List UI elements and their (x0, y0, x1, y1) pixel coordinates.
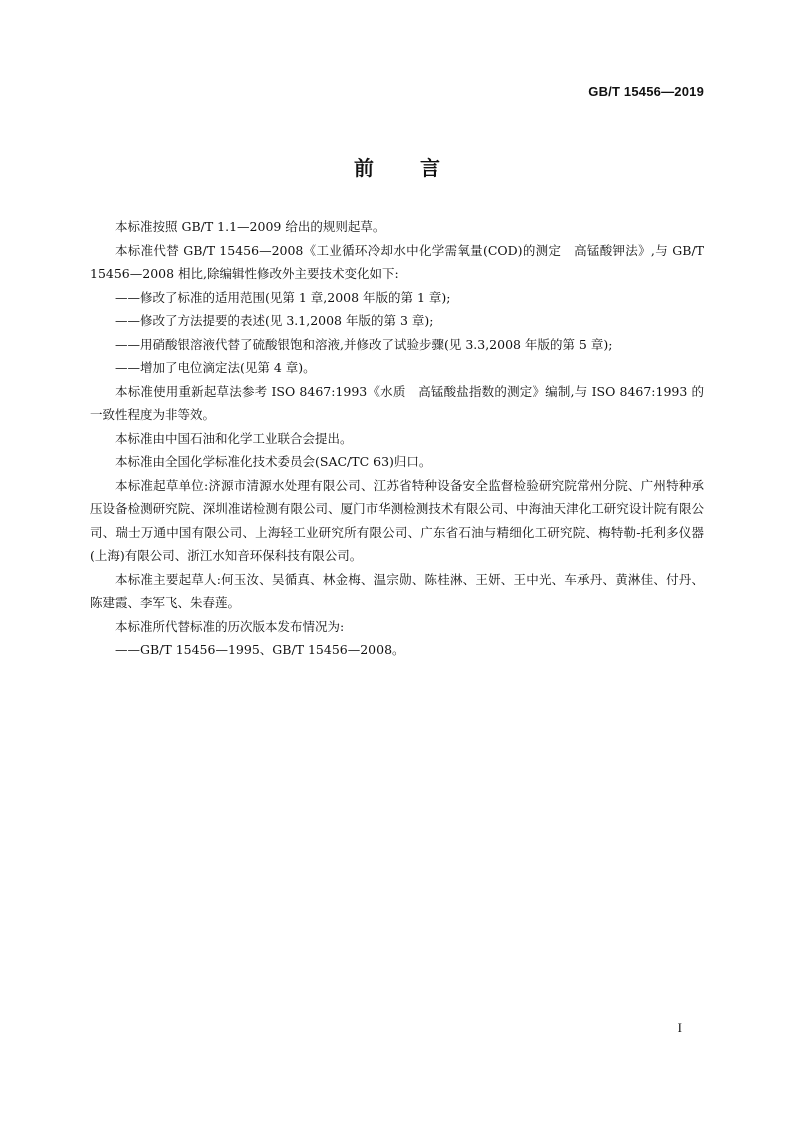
standard-number: GB/T 15456—2019 (588, 84, 704, 99)
paragraph-centralized-by: 本标准由全国化学标准化技术委员会(SAC/TC 63)归口。 (115, 454, 432, 469)
change-item-method-summary: ——修改了方法提要的表述(见 3.1,2008 年版的第 3 章); (115, 313, 434, 328)
change-item-scope: ——修改了标准的适用范围(见第 1 章,2008 年版的第 1 章); (115, 289, 451, 305)
change-item-potentiometric: ——增加了电位滴定法(见第 4 章)。 (115, 360, 316, 375)
paragraph-history-intro: 本标准所代替标准的历次版本发布情况为: (115, 618, 345, 634)
history-item-versions: ——GB/T 15456—1995、GB/T 15456—2008。 (115, 642, 405, 657)
paragraph-drafting-units: 本标准起草单位:济源市清源水处理有限公司、江苏省特种设备安全监督检验研究院常州分院、广州特种承压设备检测研究院、深圳准诺检测有限公司、厦门市华测检测技术有限公司、中海油天津化工研究设计院有限公司、瑞士万通中国有限公司、上海轻工业研究所有限公司、广东省石油与精细化工研究院、梅特勒-托利多仪器(上海)有限公司、浙江水知音环保科技有限公司。 (90, 477, 704, 563)
paragraph-iso-reference: 本标准使用重新起草法参考 ISO 8467:1993《水质 高锰酸盐指数的测定》编制,与 ISO 8467:1993 的一致性程度为非等效。 (90, 383, 704, 422)
paragraph-drafters: 本标准主要起草人:何玉汝、吴循真、林金梅、温宗勋、陈桂淋、王妍、王中光、车承丹、黄淋佳、付丹、陈建霞、李军飞、朱春莲。 (90, 571, 704, 610)
page-number: I (677, 1020, 682, 1035)
paragraph-replacement: 本标准代替 GB/T 15456—2008《工业循环冷却水中化学需氧量(COD)的测定 高锰酸钾法》,与 GB/T 15456—2008 相比,除编辑性修改外主要技术变化如下: (90, 242, 704, 281)
paragraph-drafting-rules: 本标准按照 GB/T 1.1—2009 给出的规则起草。 (115, 219, 386, 234)
change-item-silver-nitrate: ——用硝酸银溶液代替了硫酸银饱和溶液,并修改了试验步骤(见 3.3,2008 年版的第 5 章); (115, 336, 613, 352)
paragraph-proposed-by: 本标准由中国石油和化学工业联合会提出。 (115, 430, 353, 446)
foreword-body (90, 215, 704, 662)
page-title: 前言 (354, 156, 486, 180)
